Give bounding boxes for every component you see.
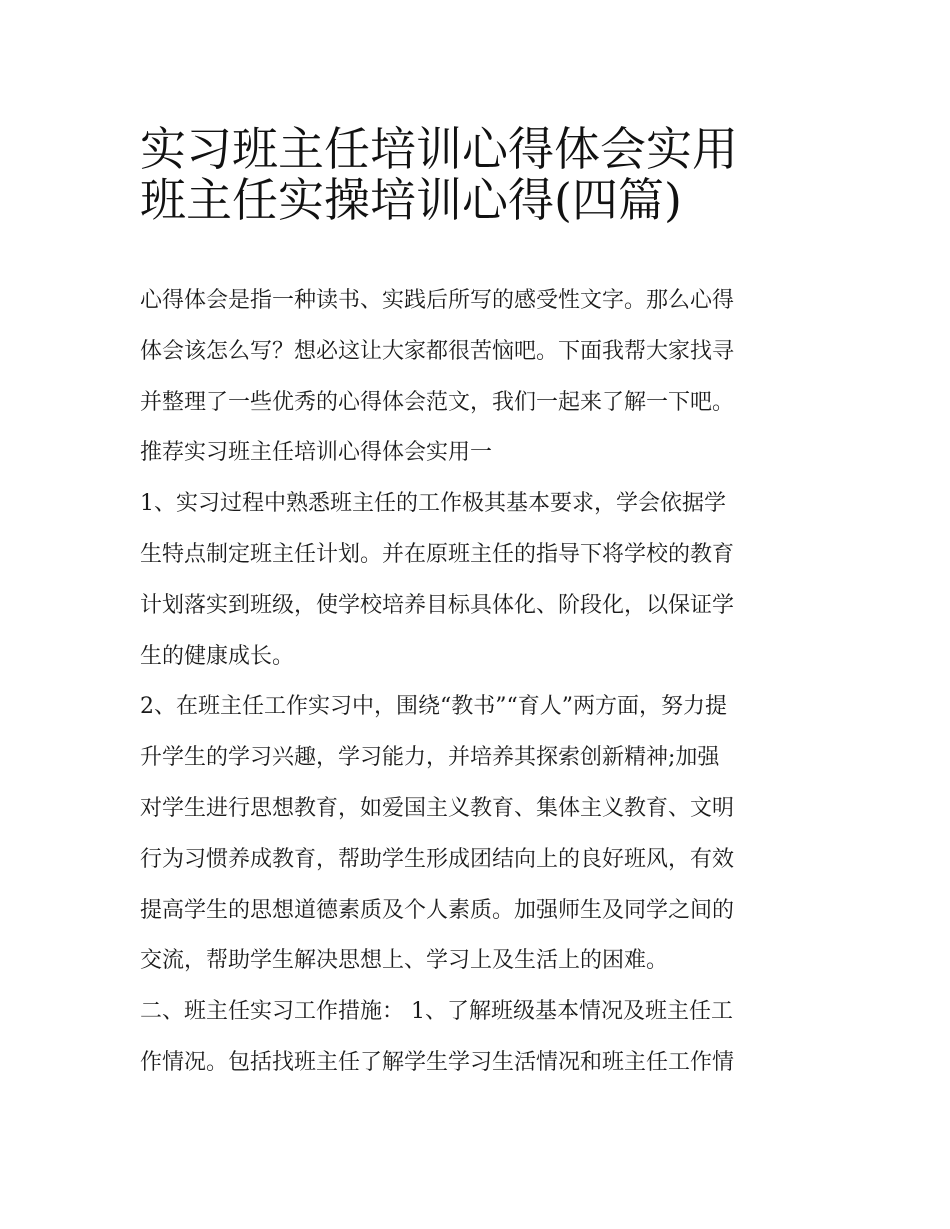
document-body — [140, 276, 816, 1089]
body-line: 升学生的学习兴趣，学习能力，并培养其探索创新精神;加强 — [140, 745, 720, 771]
body-line: 计划落实到班级，使学校培养目标具体化、阶段化，以保证学 — [140, 592, 735, 618]
body-line: 提高学生的思想道德素质及个人素质。加强师生及同学之间的 — [140, 897, 735, 923]
body-line: 1、实习过程中熟悉班主任的工作极其基本要求，学会依据学 — [140, 491, 726, 517]
body-line: 作情况。包括找班主任了解学生学习生活情况和班主任工作情 — [140, 1049, 735, 1075]
body-line: 行为习惯养成教育，帮助学生形成团结向上的良好班风，有效 — [140, 846, 735, 872]
body-line: 体会该怎么写？想必这让大家都很苦恼吧。下面我帮大家找寻 — [140, 338, 735, 364]
body-line: 交流，帮助学生解决思想上、学习上及生活上的困难。 — [140, 948, 669, 974]
document-title — [140, 116, 820, 227]
body-line: 二、班主任实习工作措施： 1、了解班级基本情况及班主任工 — [140, 999, 733, 1025]
body-line: 对学生进行思想教育，如爱国主义教育、集体主义教育、文明 — [140, 795, 735, 821]
body-line: 并整理了一些优秀的心得体会范文，我们一起来了解一下吧。 — [140, 389, 735, 415]
title-line: 班主任实操培训心得(四篇) — [140, 172, 682, 227]
body-line: 2、在班主任工作实习中，围绕“教书”“育人”两方面，努力提 — [140, 694, 727, 720]
body-line: 生特点制定班主任计划。并在原班主任的指导下将学校的教育 — [140, 541, 735, 567]
title-line: 实习班主任培训心得体会实用 — [140, 122, 738, 176]
body-line: 心得体会是指一种读书、实践后所写的感受性文字。那么心得 — [140, 288, 735, 313]
body-line: 生的健康成长。 — [140, 643, 295, 669]
body-line: 推荐实习班主任培训心得体会实用一 — [140, 440, 493, 466]
